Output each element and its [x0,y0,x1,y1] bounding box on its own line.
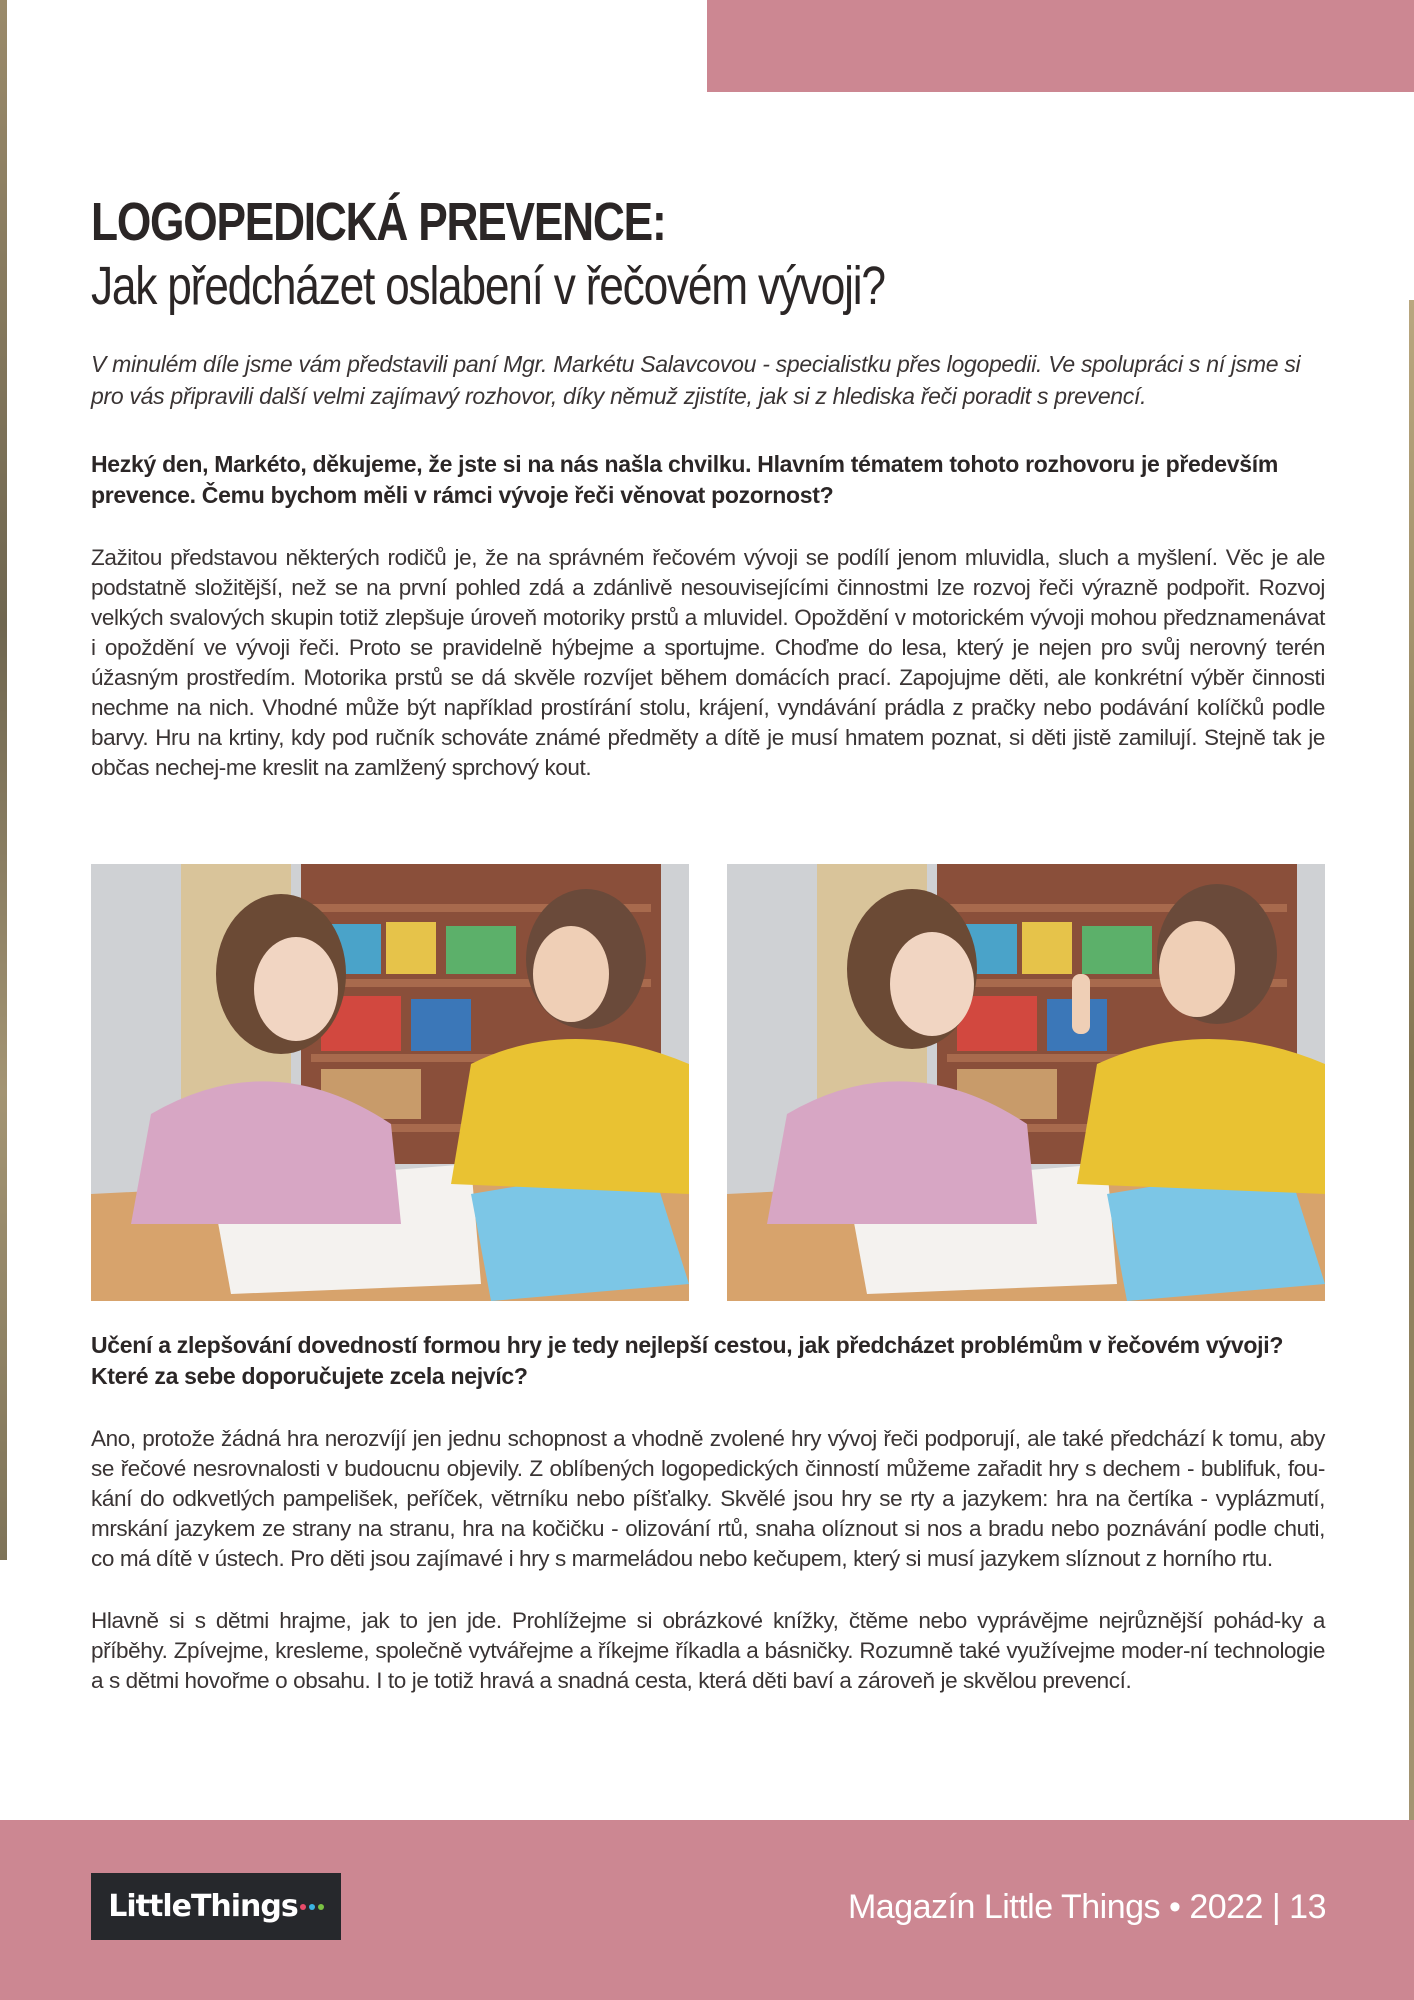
photo-row [91,864,1325,1301]
article-title [91,190,1325,318]
interview-answer-2: Ano, protože žádná hra nerozvíjí jen jednu schopnost a vhodně zvolené hry vývoj řeči podporují, ale také předchází k tomu, aby se řečové nesrovnalosti v budoucnu objevily. Z oblíbených logopedických činností můžeme zařadit hry s dechem - bublifuk, fou-kání do odkvetlých pampelišek, peříček, větrníku nebo píšťalky. Skvělé jsou hry se rty a jazykem: hra na čertíka - vyplázmutí, mrskání jazykem ze strany na stranu, hra na kočičku - olizování rtů, snaha olíznout si nos a bradu nebo poznávání podle chuti, co má dítě v ústech. Pro děti jsou zajímavé i hry s marmeládou nebo kečupem, který si musí jazykem slíznout z horního rtu. [91,1426,1325,1571]
article-top [91,190,1325,783]
left-edge-strip [0,0,7,1560]
logo-wordmark: LittleThings [108,1889,298,1924]
publication-info: Magazín Little Things • 2022 | 13 [847,1888,1326,1926]
interview-answer-3: Hlavně si s dětmi hrajme, jak to jen jde. Prohlížejme si obrázkové knížky, čtěme nebo vyprávějme nejrůznější pohád-ky a příběhy. Zpívejme, kresleme, společně vytvářejme a říkejme říkadla a básničky. Rozumně také využívejme moder-ní technologie a s dětmi hovořme o obsahu. I to je totiž hravá a snadná cesta, která děti baví a zároveň je skvělou prevencí. [91,1608,1325,1693]
interview-answer-1: Zažitou představou některých rodičů je, že na správném řečovém vývoji se podílí jenom mluvidla, sluch a myšlení. Věc je ale podstatně složitější, než se na první pohled zdá a zdánlivě nesouvisejícími činnostmi lze rozvoj řeči výrazně podpořit. Rozvoj velkých svalových skupin totiž zlepšuje úroveň motoriky prstů a mluvidel. Opoždění v motorickém vývoji mohou předznamenávat i opoždění ve vývoji řeči. Proto se pravidelně hýbejme a sportujme. Choďme do lesa, který je nejen pro svůj nerovný terén úžasným prostředím. Motorika prstů se dá skvěle rozvíjet během domácích prací. Zapojujme děti, ale konkrétní výběr činnosti nechme na nich. Vhodné může být například prostírání stolu, krájení, vyndávání prádla z pračky nebo podávání kolíčků podle barvy. Hru na krtiny, kdy pod ručník schováte známé předměty a dítě je musí hmatem poznat, si děti jistě zamilují. Stejně tak je občas nechej-me kreslit na zamlžený sprchový kout. [91,545,1325,780]
interview-question-1: Hezký den, Markéto, děkujeme, že jste si na nás našla chvilku. Hlavním tématem tohoto rozhovoru je především prevence. Čemu bychom měli v rámci vývoje řeči věnovat pozornost? [91,451,1278,508]
interview-question-2: Učení a zlepšování dovedností formou hry je tedy nejlepší cestou, jak předcházet problémům v řečovém vývoji? Které za sebe doporučujete zcela nejvíc? [91,1332,1284,1389]
lead-paragraph: V minulém díle jsme vám představili paní Mgr. Markétu Salavcovou - specialistku přes logopedii. Ve spolupráci s ní jsme si pro vás připravili další velmi zajímavý rozhovor, díky němuž zjistíte, jak si z hlediska řeči poradit s prevencí. [91,351,1301,409]
title-line-1: LOGOPEDICKÁ PREVENCE: [91,192,666,252]
littlethings-logo [91,1873,341,1940]
title-line-2: Jak předcházet oslabení v řečovém vývoji? [91,256,885,316]
footer-band [0,1820,1414,2000]
article-bottom [91,1330,1325,1696]
top-accent-band [707,0,1414,92]
photo-girl-with-therapist-2 [727,864,1325,1301]
logo-dots-icon [300,1904,324,1910]
right-edge-strip [1409,300,1414,1820]
photo-girl-with-therapist-1 [91,864,689,1301]
